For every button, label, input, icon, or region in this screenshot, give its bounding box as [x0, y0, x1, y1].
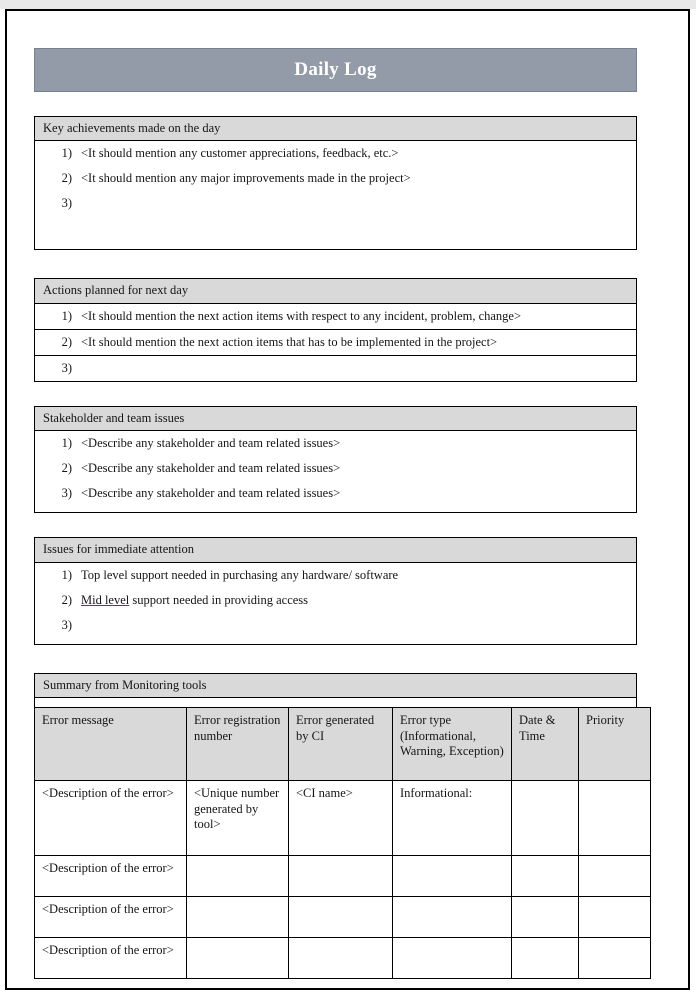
- cell-priority: [579, 896, 651, 937]
- mid-level-link[interactable]: Mid level: [81, 592, 130, 607]
- section-header-stakeholder-issues: Stakeholder and team issues: [35, 407, 636, 431]
- list-item: [35, 304, 636, 330]
- list-item-number: 2): [61, 592, 72, 607]
- table-header-row: [35, 707, 651, 780]
- list-item-text: <It should mention any customer appreciations, feedback, etc.>: [81, 146, 399, 161]
- section-key-achievements: [34, 116, 637, 250]
- document-body: [34, 48, 637, 979]
- list-item-number: 1): [61, 308, 72, 323]
- section-body-actions-planned: [35, 304, 636, 381]
- cell-date-time: [512, 937, 579, 978]
- section-immediate-attention: [34, 537, 637, 644]
- table-row: [35, 780, 651, 855]
- cell-error-type: [393, 896, 512, 937]
- list-item: [35, 481, 636, 512]
- list-item-text: <Describe any stakeholder and team related issues>: [81, 461, 341, 476]
- cell-error-type: [393, 937, 512, 978]
- section-body-key-achievements: [35, 141, 636, 249]
- cell-registration-number: [187, 855, 289, 896]
- cell-generated-by-ci: [289, 855, 393, 896]
- cell-generated-by-ci: <CI name>: [289, 780, 393, 855]
- spacer: [34, 382, 637, 406]
- list-item: [35, 588, 636, 613]
- cell-error-type: [393, 855, 512, 896]
- page-title: Daily Log: [34, 48, 637, 92]
- cell-error-message: <Description of the error>: [35, 896, 187, 937]
- monitoring-table: [34, 707, 651, 979]
- cell-registration-number: <Unique number generated by tool>: [187, 780, 289, 855]
- spacer: [34, 92, 637, 116]
- list-item-number: 3): [61, 486, 72, 501]
- list-item: [35, 191, 636, 249]
- list-item-text: <Describe any stakeholder and team related issues>: [81, 436, 341, 451]
- table-row: [35, 896, 651, 937]
- cell-generated-by-ci: [289, 896, 393, 937]
- list-item-number: 1): [61, 567, 72, 582]
- list-item-number: 2): [61, 461, 72, 476]
- list-item: [35, 431, 636, 456]
- list-item: [35, 141, 636, 166]
- monitoring-spacer: [34, 698, 637, 707]
- list-item-text: Top level support needed in purchasing any hardware/ software: [81, 567, 399, 582]
- list-item-number: 1): [61, 436, 72, 451]
- section-body-immediate-attention: [35, 563, 636, 644]
- spacer: [34, 250, 637, 278]
- column-header-priority: Priority: [579, 707, 651, 780]
- section-body-stakeholder-issues: [35, 431, 636, 512]
- cell-error-message: <Description of the error>: [35, 937, 187, 978]
- list-item-text: <Describe any stakeholder and team related issues>: [81, 486, 341, 501]
- section-header-actions-planned: Actions planned for next day: [35, 279, 636, 303]
- column-header-error-generated-by-ci: Error generated by CI: [289, 707, 393, 780]
- cell-error-message: <Description of the error>: [35, 780, 187, 855]
- spacer: [34, 513, 637, 537]
- cell-priority: [579, 937, 651, 978]
- cell-priority: [579, 855, 651, 896]
- list-item-number: 2): [61, 171, 72, 186]
- cell-error-message: <Description of the error>: [35, 855, 187, 896]
- section-actions-planned: [34, 278, 637, 381]
- list-item: [35, 613, 636, 644]
- cell-registration-number: [187, 937, 289, 978]
- spacer: [34, 645, 637, 673]
- list-item-number: 3): [61, 617, 72, 632]
- list-item-text: <It should mention the next action items that has to be implemented in the project>: [81, 334, 498, 349]
- list-item: [35, 166, 636, 191]
- cell-date-time: [512, 780, 579, 855]
- list-item-text: <It should mention any major improvements made in the project>: [81, 171, 411, 186]
- list-item-number: 2): [61, 334, 72, 349]
- cell-error-type: Informational:: [393, 780, 512, 855]
- list-item: [35, 456, 636, 481]
- section-stakeholder-issues: [34, 406, 637, 513]
- cell-registration-number: [187, 896, 289, 937]
- list-item-number: 3): [61, 360, 72, 375]
- section-header-immediate-attention: Issues for immediate attention: [35, 538, 636, 562]
- cell-date-time: [512, 855, 579, 896]
- column-header-date-time: Date & Time: [512, 707, 579, 780]
- list-item: [35, 330, 636, 356]
- table-row: [35, 855, 651, 896]
- section-header-key-achievements: Key achievements made on the day: [35, 117, 636, 141]
- cell-generated-by-ci: [289, 937, 393, 978]
- column-header-error-type: Error type (Informational, Warning, Exception): [393, 707, 512, 780]
- list-item: [35, 356, 636, 381]
- list-item-number: 1): [61, 146, 72, 161]
- top-strip: [0, 0, 696, 9]
- column-header-error-message: Error message: [35, 707, 187, 780]
- list-item-text: <It should mention the next action items with respect to any incident, problem, change>: [81, 308, 522, 323]
- cell-priority: [579, 780, 651, 855]
- column-header-error-registration-number: Error registration number: [187, 707, 289, 780]
- monitoring-banner: Summary from Monitoring tools: [34, 673, 637, 698]
- list-item-text: [81, 593, 630, 608]
- list-item-number: 3): [61, 196, 72, 211]
- list-item-text-rest: support needed in providing access: [129, 592, 309, 607]
- monitoring-summary-block: [34, 673, 637, 979]
- list-item: [35, 563, 636, 588]
- table-row: [35, 937, 651, 978]
- cell-date-time: [512, 896, 579, 937]
